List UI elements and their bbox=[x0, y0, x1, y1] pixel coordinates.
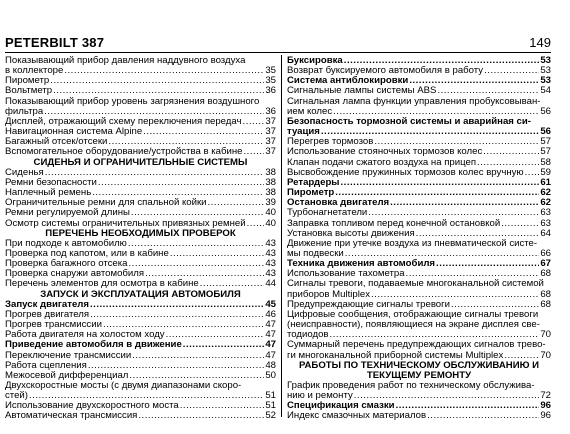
toc-entry-page: 43 bbox=[265, 247, 276, 259]
toc-section-heading bbox=[287, 361, 551, 381]
toc-entry-text: Проверка снаружи автомобиля bbox=[5, 268, 145, 280]
toc-entry-text: Клапан подачи сжатого воздуха на прицеп bbox=[287, 156, 477, 168]
dot-leader bbox=[138, 411, 264, 421]
toc-entry-page: 68 bbox=[540, 288, 551, 300]
toc-entry-page: 56 bbox=[540, 105, 551, 117]
toc-entry-page: 56 bbox=[540, 126, 551, 138]
toc-section-heading: СИДЕНЬЯ И ОГРАНИЧИТЕЛЬНЫЕ СИСТЕМЫ bbox=[33, 156, 248, 168]
dot-leader bbox=[64, 66, 264, 76]
dot-leader bbox=[247, 219, 265, 229]
toc-entry-page: 62 bbox=[540, 187, 551, 199]
toc-entry-page: 47 bbox=[265, 349, 276, 361]
toc-left-column bbox=[5, 56, 276, 422]
toc-entry-page: 57 bbox=[540, 146, 551, 158]
toc-entry-page: 68 bbox=[540, 298, 551, 310]
header-rule bbox=[5, 52, 551, 53]
toc-entry-page: 35 bbox=[265, 65, 276, 77]
toc-entry-text: Приведение автомобиля в движение bbox=[5, 339, 182, 351]
toc-entry-text: Сигналы тревоги, подаваемые многоканальной системой bbox=[287, 278, 544, 290]
dot-leader bbox=[525, 168, 540, 178]
toc-entry-text: Багажный отсек/отсеки bbox=[5, 136, 108, 148]
toc-entry-text: Движение при утечке воздуха из пневматической систе- bbox=[287, 237, 538, 249]
toc-entry-text: фильтра bbox=[5, 105, 44, 117]
toc-entry bbox=[287, 310, 551, 340]
dot-leader bbox=[368, 208, 539, 218]
toc-entry-text: Работа двигателя на холостом ходу bbox=[5, 329, 165, 341]
toc-entry-page: 38 bbox=[265, 166, 276, 178]
toc-entry-text: в коллекторе bbox=[5, 65, 64, 77]
toc-entry-text: Система антиблокировки bbox=[287, 75, 409, 87]
toc-entry-page: 45 bbox=[265, 298, 276, 310]
toc-entry-page: 64 bbox=[540, 227, 551, 239]
toc-section-heading-line: РАБОТЫ ПО ТЕХНИЧЕСКОМУ ОБСЛУЖИВАНИЮ И bbox=[298, 359, 540, 371]
toc-entry-text: Работа сцепления bbox=[5, 359, 87, 371]
dot-leader bbox=[243, 117, 265, 127]
toc-entry-page: 51 bbox=[265, 400, 276, 412]
toc-entry-page: 36 bbox=[265, 105, 276, 117]
toc-entry-page: 40 bbox=[265, 217, 276, 229]
toc-entry-text: Ремни безопасности bbox=[5, 176, 97, 188]
toc-entry-page: 43 bbox=[265, 268, 276, 280]
toc-entry-text: Показывающий прибор уровень загрязнения воздушного bbox=[5, 95, 260, 107]
toc-entry-text: Проверка багажного отсека bbox=[5, 258, 128, 270]
toc-entry-text: График проведения работ по техническому обслужива- bbox=[287, 380, 535, 391]
toc-entry bbox=[5, 411, 276, 421]
toc-entry-page: 36 bbox=[265, 85, 276, 97]
dot-leader bbox=[131, 208, 264, 218]
toc-entry-text: Предупреждающие сигналы тревоги bbox=[287, 298, 451, 310]
toc-entry-text: Дисплей, отражающий схему переключения передач bbox=[5, 115, 242, 127]
dot-leader bbox=[90, 300, 264, 310]
toc-entry-text: приборов Multiplex bbox=[287, 288, 371, 300]
toc-entry-text: Сигнальные лампы системы ABS bbox=[287, 85, 437, 97]
toc-entry bbox=[287, 340, 551, 360]
toc-entry-page: 38 bbox=[265, 187, 276, 199]
toc-entry-page: 63 bbox=[540, 217, 551, 229]
toc-entry-page: 53 bbox=[540, 65, 551, 77]
toc-entry bbox=[5, 56, 276, 76]
toc-entry-page: 48 bbox=[265, 359, 276, 371]
toc-entry bbox=[287, 97, 551, 117]
toc-entry bbox=[5, 340, 276, 350]
toc-entry-page: 47 bbox=[265, 339, 276, 351]
dot-leader bbox=[183, 340, 265, 350]
toc-entry bbox=[5, 381, 276, 401]
toc-entry-page: 54 bbox=[540, 85, 551, 97]
toc-entry-text: Осмотр системы ограничительных привязных ремней bbox=[5, 217, 246, 229]
toc-entry-text: нию и ремонту bbox=[287, 390, 353, 402]
toc-entry-text: Двухскоростные мосты (с двумя диапазонами скоро- bbox=[5, 380, 242, 391]
toc-entry-page: 70 bbox=[540, 329, 551, 341]
dot-leader bbox=[129, 259, 265, 269]
toc-entry-page: 35 bbox=[265, 75, 276, 87]
toc-entry-page: 58 bbox=[540, 156, 551, 168]
toc-entry-text: туация bbox=[287, 126, 320, 138]
toc-entry-text: Спецификация смазки bbox=[287, 400, 395, 412]
toc-entry-page: 68 bbox=[540, 268, 551, 280]
toc-entry-page: 47 bbox=[265, 329, 276, 341]
running-header-title: PETERBILT 387 bbox=[5, 35, 105, 50]
toc-entry-page: 37 bbox=[265, 115, 276, 127]
toc-entry-page: 63 bbox=[540, 207, 551, 219]
toc-entry-text: Показывающий прибор давления наддувного воздуха bbox=[5, 55, 246, 66]
toc-entry-text: Перегрев тормозов bbox=[287, 136, 374, 148]
toc-entry bbox=[5, 97, 276, 117]
toc-entry bbox=[287, 239, 551, 259]
toc-entry-text: стей) bbox=[5, 390, 28, 402]
toc-entry bbox=[287, 117, 551, 137]
toc-entry-text: (неисправности), появляющиеся на экране дисплея све- bbox=[287, 319, 540, 331]
toc-entry bbox=[287, 411, 551, 421]
toc-entry-text: Использование стояночных тормозов колес bbox=[287, 146, 483, 158]
toc-entry-text: Сиденья bbox=[5, 166, 44, 178]
toc-section-heading: ПЕРЕЧЕНЬ НЕОБХОДИМЫХ ПРОВЕРОК bbox=[45, 227, 236, 239]
toc-entry-text: Вспомогательное оборудование/устройства в кабине bbox=[5, 146, 243, 158]
toc-entry-text: Наплечный ремень bbox=[5, 187, 92, 199]
toc-entry-page: 53 bbox=[540, 55, 551, 66]
toc-entry-page: 62 bbox=[540, 197, 551, 209]
toc-entry-page: 39 bbox=[265, 197, 276, 209]
toc-entry-text: Проверка под капотом, или в кабине bbox=[5, 247, 169, 259]
toc-entry-text: Вольтметр bbox=[5, 85, 53, 97]
toc-entry-page: 70 bbox=[540, 349, 551, 361]
dot-leader bbox=[208, 198, 265, 208]
toc-entry-text: ием колес bbox=[287, 105, 333, 117]
toc-entry-text: Прогрев трансмиссии bbox=[5, 319, 102, 331]
dot-leader bbox=[341, 178, 540, 188]
toc-entry-text: Безопасность тормозной системы и аварийная си- bbox=[287, 115, 531, 127]
dot-leader bbox=[427, 411, 539, 421]
toc-entry-page: 61 bbox=[540, 176, 551, 188]
toc-entry-text: Техника движения автомобиля bbox=[287, 258, 436, 270]
toc-entry-text: Суммарный перечень предупреждающих сигналов трево- bbox=[287, 339, 546, 351]
dot-leader bbox=[50, 76, 264, 86]
toc-entry-text: Ремни регулируемой длины bbox=[5, 207, 130, 219]
dot-leader bbox=[98, 178, 264, 188]
toc-entry-page: 96 bbox=[540, 400, 551, 412]
toc-entry-page: 72 bbox=[540, 390, 551, 402]
toc-entry-page: 37 bbox=[265, 136, 276, 148]
toc-entry-page: 59 bbox=[540, 166, 551, 178]
dot-leader bbox=[90, 310, 264, 320]
dot-leader bbox=[484, 66, 539, 76]
toc-entry-text: Прогрев двигателя bbox=[5, 308, 90, 320]
toc-entry-page: 43 bbox=[265, 237, 276, 249]
toc-entry bbox=[287, 208, 551, 218]
toc-entry-text: Цифровые сообщения, отображающие сигналы тревоги bbox=[287, 308, 539, 320]
toc-entry-page: 38 bbox=[265, 176, 276, 188]
toc-entry-text: Автоматическая трансмиссия bbox=[5, 410, 138, 422]
toc-entry-text: Турбонагнетатели bbox=[287, 207, 368, 219]
dot-leader bbox=[132, 351, 264, 361]
toc-entry-text: Межосевой дифференциал bbox=[5, 369, 129, 381]
toc-entry-text: Пирометр bbox=[5, 75, 50, 87]
toc-entry-text: Перечень элементов для осмотра в кабине bbox=[5, 278, 199, 290]
dot-leader bbox=[143, 127, 264, 137]
column-divider bbox=[281, 55, 282, 417]
toc-entry-text: Сигнальная лампа функции управления пробуксовыван- bbox=[287, 95, 541, 107]
toc-entry-text: Навигационная система Alpine bbox=[5, 126, 143, 138]
dot-leader bbox=[436, 259, 539, 269]
toc-entry-text: Переключение трансмиссии bbox=[5, 349, 132, 361]
toc-entry bbox=[5, 208, 276, 218]
toc-entry-page: 37 bbox=[265, 146, 276, 158]
toc-entry-page: 53 bbox=[540, 75, 551, 87]
toc-section-heading-line: ТЕКУЩЕМУ РЕМОНТУ bbox=[366, 369, 472, 381]
toc-entry-page: 40 bbox=[265, 207, 276, 219]
toc-entry-text: Ограничительные ремни для спальной койки bbox=[5, 197, 207, 209]
toc-entry-text: Остановка двигателя bbox=[287, 197, 390, 209]
toc-entry-page: 66 bbox=[540, 247, 551, 259]
toc-right-column bbox=[287, 56, 551, 422]
dot-leader bbox=[483, 147, 539, 157]
dot-leader bbox=[170, 249, 265, 259]
toc-entry-page: 44 bbox=[265, 278, 276, 290]
toc-entry-text: Буксировка bbox=[287, 55, 343, 66]
toc-entry-text: Заправка топливом перед конечной остановкой bbox=[287, 217, 501, 229]
toc-entry-text: Ретардеры bbox=[287, 176, 340, 188]
dot-leader bbox=[501, 219, 539, 229]
toc-entry-page: 37 bbox=[265, 126, 276, 138]
dot-leader bbox=[390, 198, 539, 208]
toc-entry-page: 57 bbox=[540, 136, 551, 148]
toc-entry-page: 43 bbox=[265, 258, 276, 270]
toc-entry-page: 50 bbox=[265, 369, 276, 381]
toc-entry-page: 47 bbox=[265, 319, 276, 331]
toc-entry-page: 52 bbox=[265, 410, 276, 422]
toc-entry-page: 67 bbox=[540, 258, 551, 270]
toc-entry-text: Высвобождение пружинных тормозов колес вручную bbox=[287, 166, 524, 178]
toc-entry-text: Пирометр bbox=[287, 187, 335, 199]
toc-section-heading: ЗАПУСК И ЭКСПЛУАТАЦИЯ АВТОМОБИЛЯ bbox=[40, 288, 241, 300]
toc-entry-text: ги многоканальной приборной системы Multiplex bbox=[287, 349, 504, 361]
toc-entry-text: Запуск двигателя bbox=[5, 298, 89, 310]
toc-entry-text: Установка высоты движения bbox=[287, 227, 415, 239]
page-number: 149 bbox=[529, 35, 551, 50]
toc-entry-page: 51 bbox=[265, 390, 276, 402]
toc-entry-page: 46 bbox=[265, 308, 276, 320]
dot-leader bbox=[180, 401, 265, 411]
toc-entry-text: мы подвески bbox=[287, 247, 344, 259]
toc-entry-text: Использование тахометра bbox=[287, 268, 405, 280]
toc-entry-page: 96 bbox=[540, 410, 551, 422]
toc-entry-text: Индекс смазочных материалов bbox=[287, 410, 427, 422]
toc-entry-text: тодиодов bbox=[287, 329, 329, 341]
toc-entry-text: При подходе к автомобилю bbox=[5, 237, 127, 249]
toc-entry bbox=[287, 381, 551, 401]
toc-entry-text: Использование двухскоростного моста bbox=[5, 400, 179, 412]
toc-entry-text: Возврат буксируемого автомобиля в работу bbox=[287, 65, 484, 77]
toc-entry bbox=[287, 279, 551, 299]
